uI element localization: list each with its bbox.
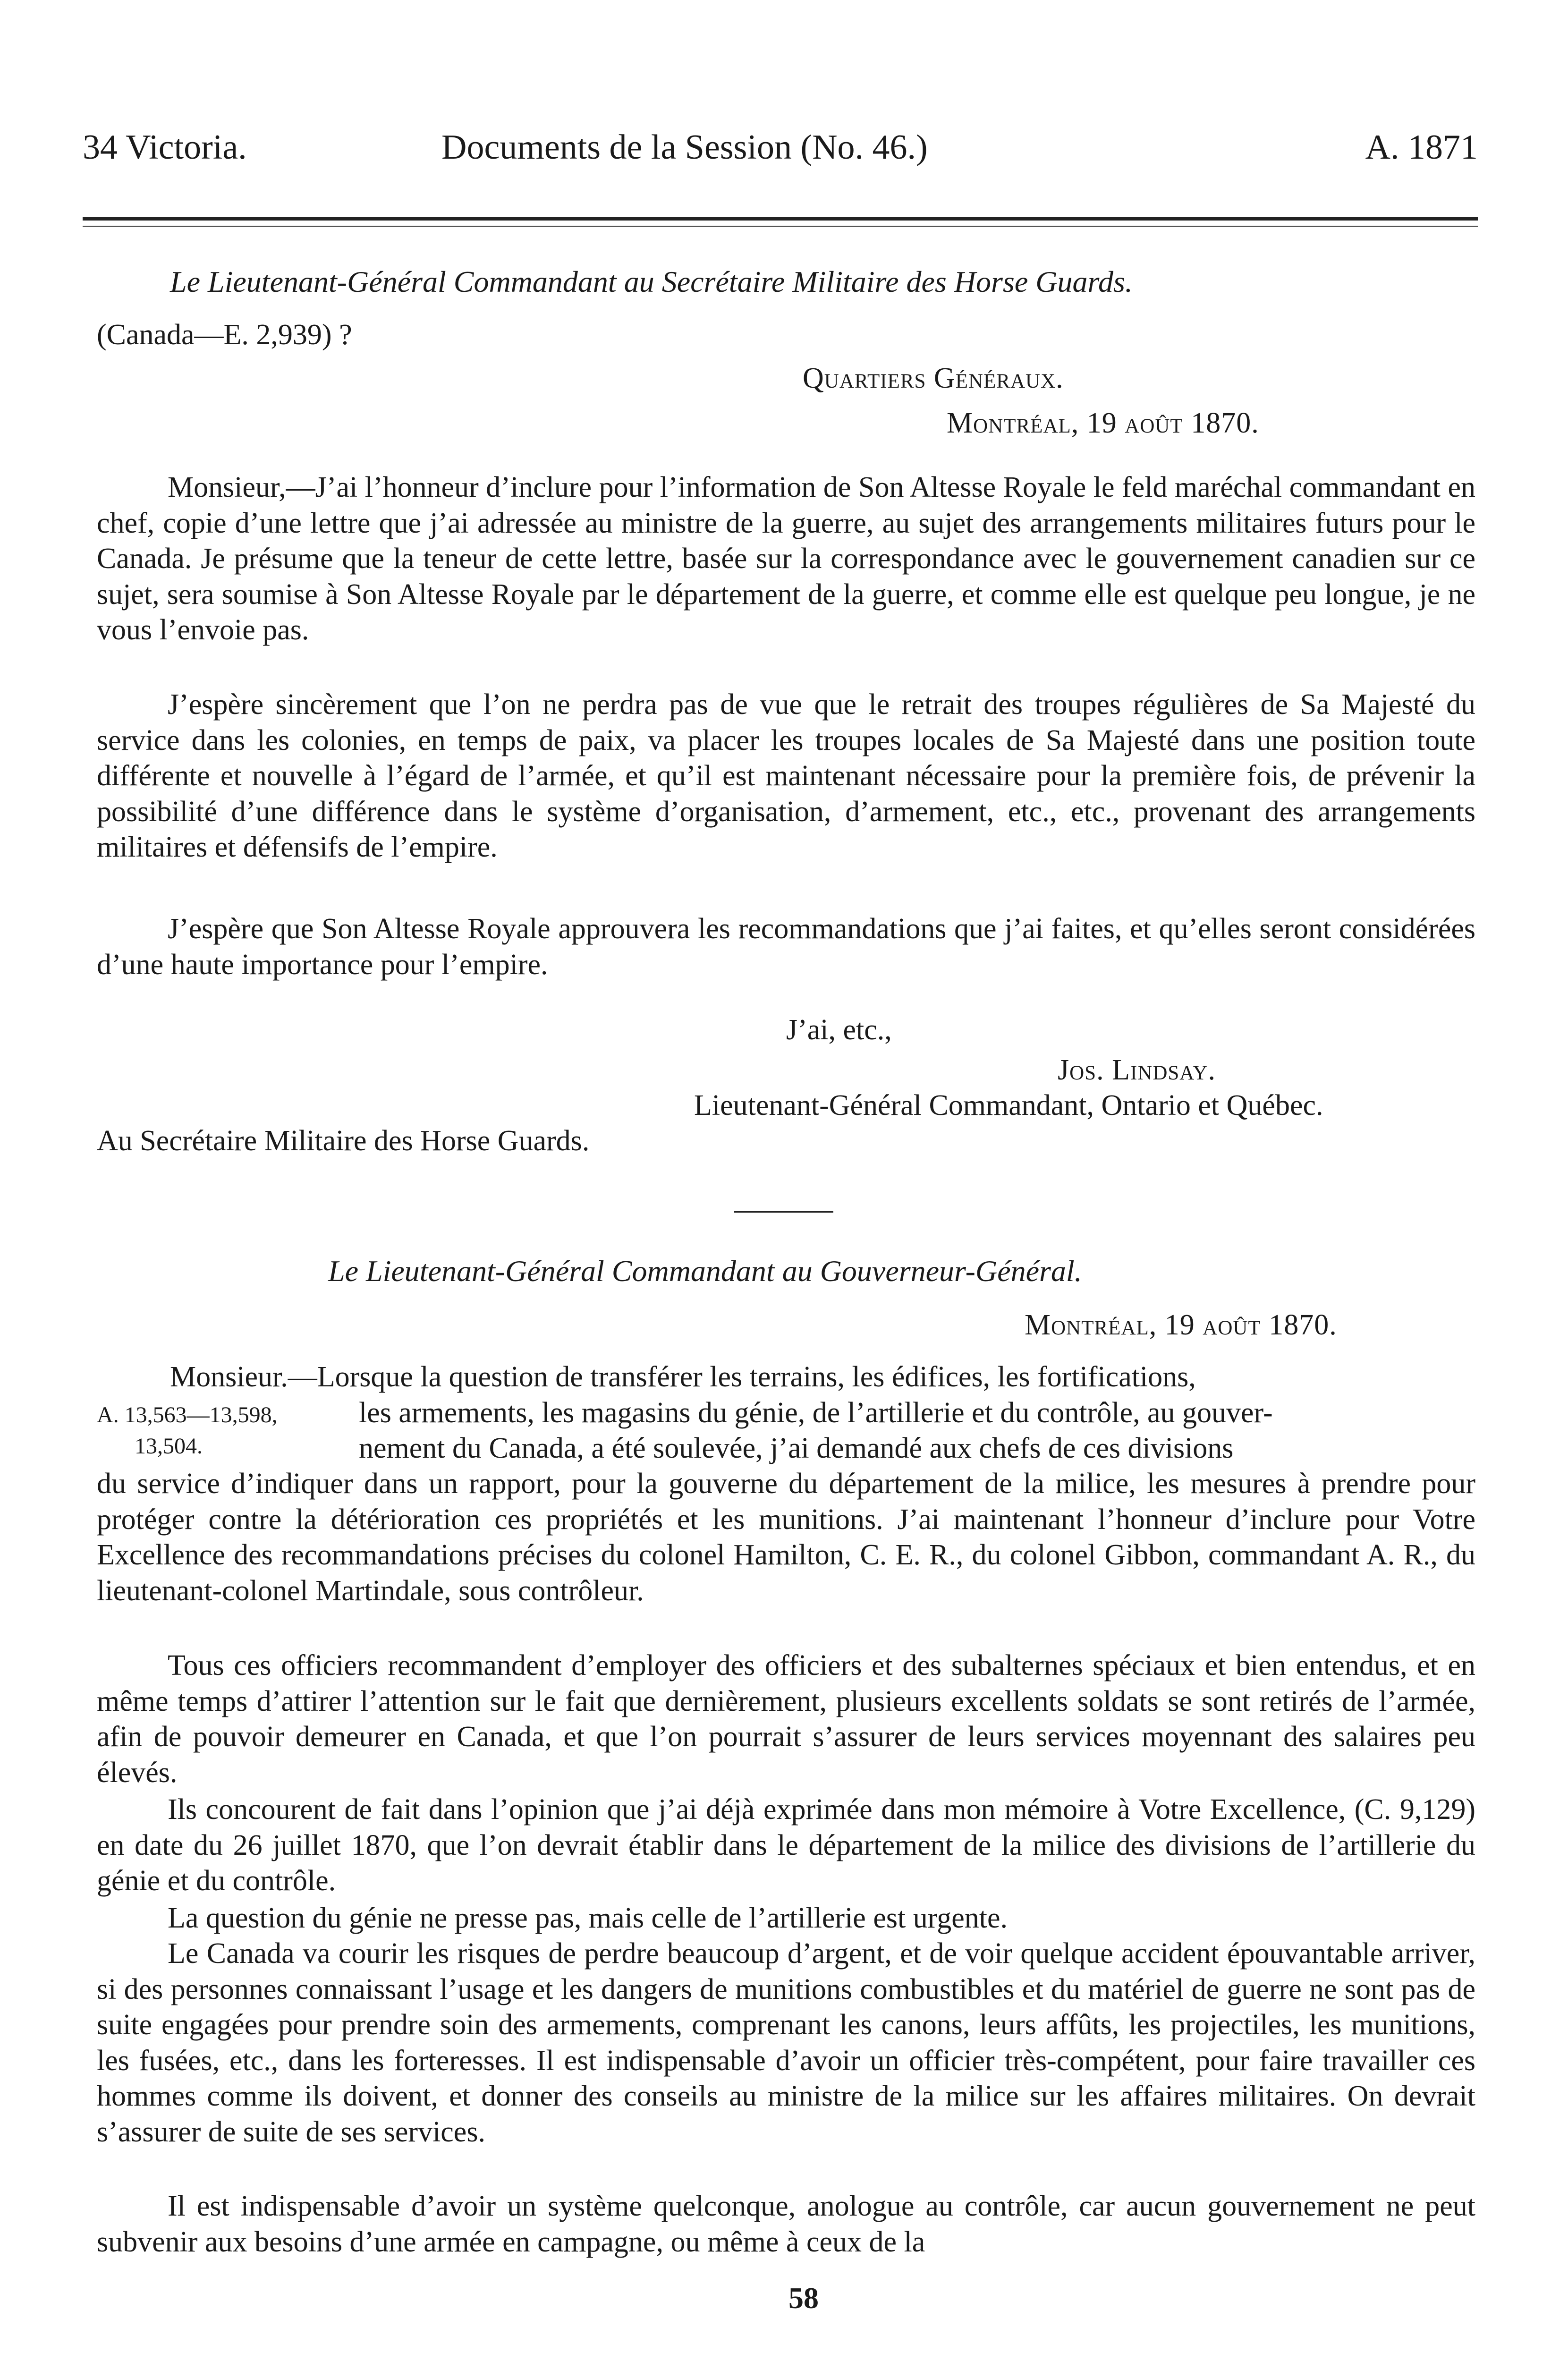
letter2-margin-note-1: A. 13,563—13,598, bbox=[97, 1402, 278, 1427]
running-header bbox=[83, 127, 1478, 179]
letter1-paragraph-2: J’espère sincèrement que l’on ne perdra pas de vue que le retrait des troupes régulières de Sa Majesté du service dans les colonies, en temps de paix, va placer les troupes locales de Sa Majesté dans une position toute différente et nouvelle à l’égard de l’armée, et qu’il est maintenant nécessaire pour la première fois, de prévenir la possibilité d’une différence dans le système d’organisation, d’armement, etc., etc., provenant des arrangements militaires et défensifs de l’empire. bbox=[97, 688, 1475, 864]
section-divider bbox=[734, 1211, 833, 1213]
letter2-paragraph-5: Le Canada va courir les risques de perdre beaucoup d’argent, et de voir quelque accident épouvantable arriver, si des personnes connaissant l’usage et les dangers de munitions combustibles et du matériel de guerre ne sont pas de suite engagées pour prendre soin des armements, comprenant les canons, leurs affûts, les projectiles, les munitions, les fusées, etc., dans les forteresses. Il est indispensable d’avoir un officier très-compétent, pour faire travailler ces hommes comme ils doivent, et donner des conseils au ministre de la milice sur les affaires militaires. On devrait s’assurer de suite de ses services. bbox=[97, 1937, 1475, 2148]
page-number: 58 bbox=[788, 2281, 819, 2315]
letter2-paragraph-3: Ils concourent de fait dans l’opinion que j’ai déjà exprimée dans mon mémoire à Votre Excellence, (C. 9,129) en date du 26 juillet 1870, que l’on devrait établir dans le département de la milice des divisions de l’artillerie du génie et du contrôle. bbox=[97, 1793, 1475, 1897]
letter2-opening-line-2: les armements, les magasins du génie, de l’artillerie et du contrôle, au gouver- bbox=[359, 1397, 1273, 1429]
letter2-opening-line-3: nement du Canada, a été soulevée, j’ai demandé aux chefs de ces divisions bbox=[359, 1432, 1234, 1464]
letter1-paragraph-1: Monsieur,—J’ai l’honneur d’inclure pour l’information de Son Altesse Royale le feld maréchal commandant en chef, copie d’une lettre que j’ai adressée au ministre de la guerre, au sujet des arrangements militaires futurs pour le Canada. Je présume que la teneur de cette lettre, basée sur la correspondance avec le gouvernement canadien sur ce sujet, sera soumise à Son Altesse Royale par le département de la guerre, et comme elle est quelque peu longue, je ne vous l’envoie pas. bbox=[97, 471, 1475, 646]
letter1-signature: Jos. Lindsay. bbox=[1058, 1054, 1216, 1086]
letter2-paragraph-1: du service d’indiquer dans un rapport, pour la gouverne du département de la milice, les mesures à prendre pour protéger contre la détérioration ces propriétés et les munitions. J’ai maintenant l’honneur d’inclure pour Votre Excellence des recommandations précises du colonel Hamilton, C. E. R., du colonel Gibbon, commandant A. R., du lieutenant-colonel Martindale, sous contrôleur. bbox=[97, 1468, 1475, 1607]
letter1-place: Quartiers Généraux. bbox=[803, 362, 1064, 394]
letter2-date: Montréal, 19 août 1870. bbox=[1025, 1309, 1337, 1341]
header-rule-thin bbox=[83, 226, 1478, 227]
letter1-reference: (Canada—E. 2,939) ? bbox=[97, 319, 352, 351]
letter1-title: Le Lieutenant-Général Commandant au Secrétaire Militaire des Horse Guards. bbox=[170, 265, 1133, 298]
letter2-title: Le Lieutenant-Général Commandant au Gouverneur-Général. bbox=[328, 1254, 1082, 1288]
letter2-paragraph-2: Tous ces officiers recommandent d’employer des officiers et des subalternes spéciaux et bien entendus, et en même temps d’attirer l’attention sur le fait que dernièrement, plusieurs excellents soldats se sont retirés de l’armée, afin de pouvoir demeurer en Canada, et que l’on pourrait s’assurer de leurs services moyennant des salaires peu élevés. bbox=[97, 1649, 1475, 1789]
letter2-opening-line-1: Monsieur.—Lorsque la question de transférer les terrains, les édifices, les fortifications, bbox=[170, 1361, 1196, 1393]
header-year: A. 1871 bbox=[1365, 128, 1478, 167]
letter2-margin-note-2: 13,504. bbox=[135, 1434, 203, 1459]
header-rule-thick bbox=[83, 217, 1478, 221]
letter1-closing: J’ai, etc., bbox=[786, 1014, 892, 1046]
header-title: Documents de la Session (No. 46.) bbox=[441, 128, 928, 167]
header-volume: 34 Victoria. bbox=[83, 128, 247, 167]
letter2-paragraph-6: Il est indispensable d’avoir un système quelconque, anologue au contrôle, car aucun gouvernement ne peut subvenir aux besoins d’une armée en campagne, ou même à ceux de la bbox=[97, 2190, 1475, 2258]
letter1-addressee: Au Secrétaire Militaire des Horse Guards. bbox=[97, 1125, 590, 1157]
letter1-paragraph-3: J’espère que Son Altesse Royale approuvera les recommandations que j’ai faites, et qu’elles seront considérées d’une haute importance pour l’empire. bbox=[97, 913, 1475, 981]
letter2-paragraph-4: La question du génie ne presse pas, mais celle de l’artillerie est urgente. bbox=[168, 1902, 1008, 1934]
letter1-date: Montréal, 19 août 1870. bbox=[947, 407, 1259, 439]
letter1-signature-title: Lieutenant-Général Commandant, Ontario et Québec. bbox=[694, 1089, 1323, 1121]
